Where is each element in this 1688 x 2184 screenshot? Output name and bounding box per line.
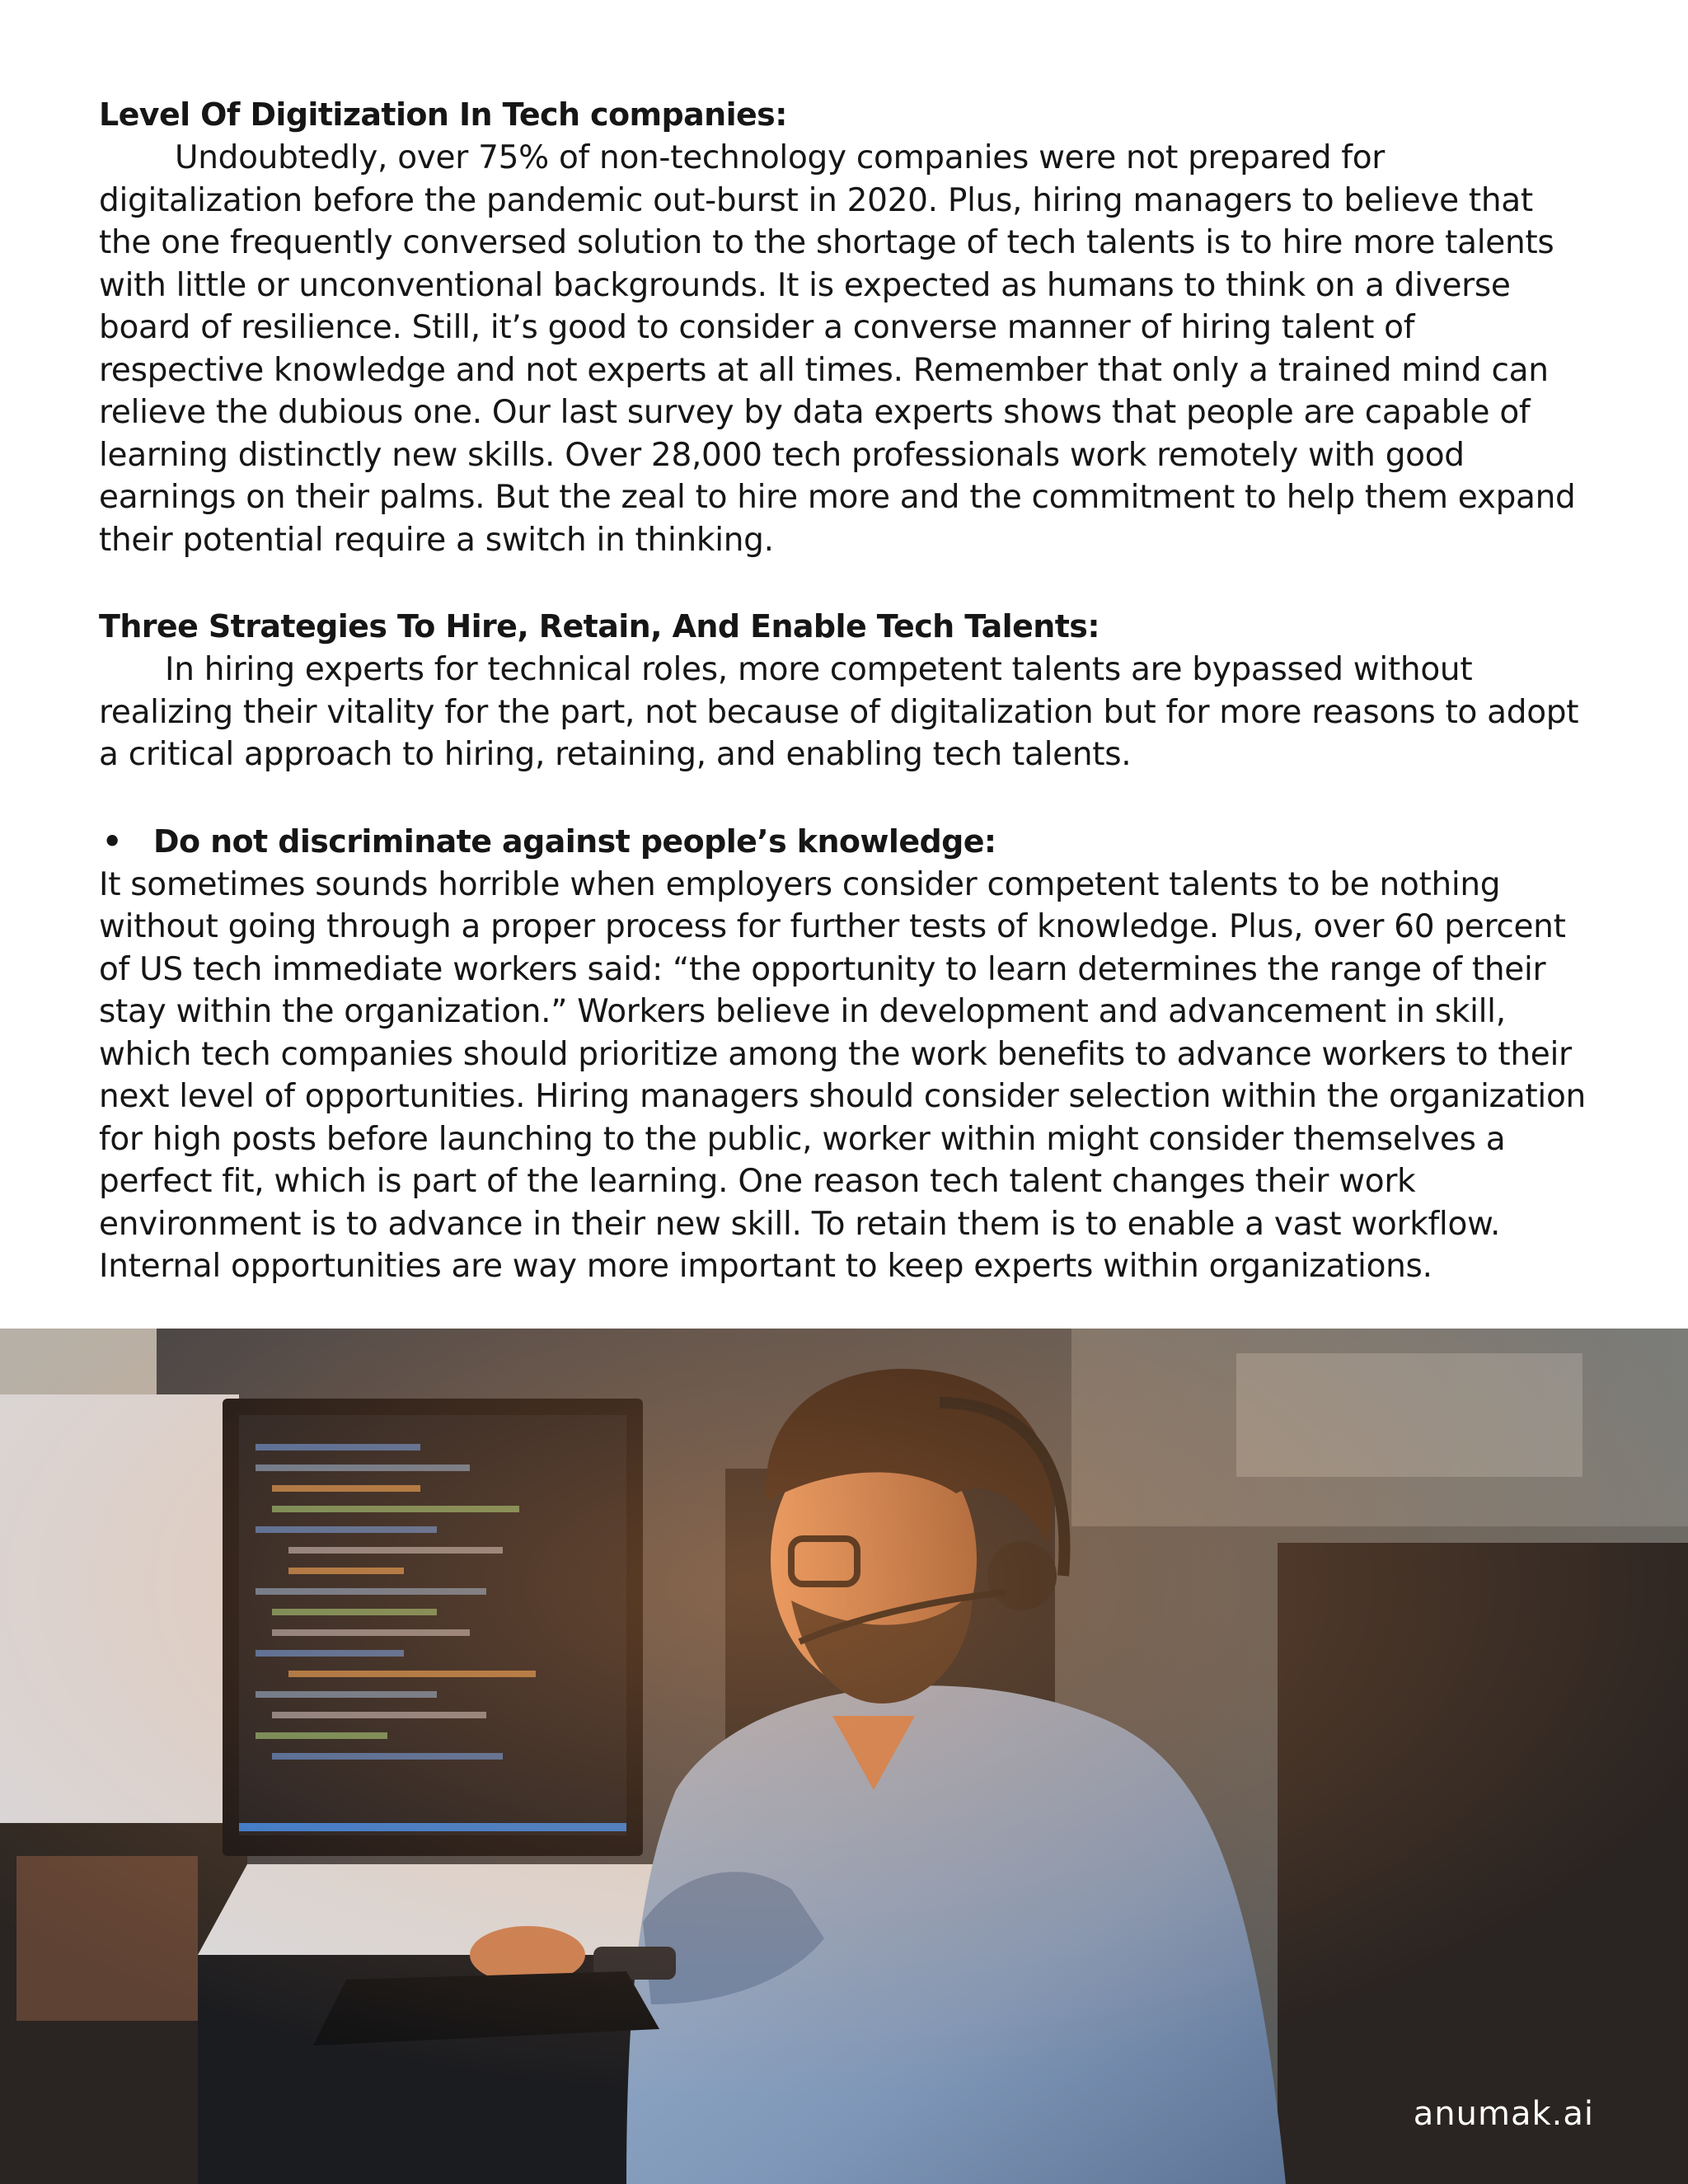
bullet-icon: •: [102, 823, 122, 860]
watermark-text: anumak.ai: [1413, 2095, 1594, 2133]
bullet-heading-text: Do not discriminate against people’s knowledge:: [153, 823, 996, 860]
article-body: [99, 92, 1589, 1288]
warm-light-overlay: [0, 1329, 1688, 2184]
spacer: [99, 776, 1589, 819]
spacer: [99, 561, 1589, 604]
paragraph-knowledge: It sometimes sounds horrible when employers consider competent talents to be nothing without going through a proper process for further tests of knowledge. Plus, over 60 percent of US tech immediate workers said: “the opportunity to learn determines the range of their stay within the organization.” Workers believe in development and advancement in skill, which tech companies should prioritize among the work benefits to advance workers to their next level of opportunities. Hiring managers should consider selection within the organization for high posts before launching to the public, worker within might consider themselves a perfect fit, which is part of the learning. One reason tech talent changes their work environment is to advance in their new skill. To retain them is to enable a vast workflow. Internal opportunities are way more important to keep experts within organizations.: [99, 865, 1586, 1285]
photo-illustration: [0, 1329, 1688, 2184]
bullet-heading-knowledge: [99, 819, 1589, 864]
section-heading-strategies: Three Strategies To Hire, Retain, And Enable Tech Talents:: [99, 608, 1100, 644]
paragraph-strategies: In hiring experts for technical roles, more competent talents are bypassed without realizing their vitality for the part, not because of digitalization but for more reasons to adopt a critical approach to hiring, retaining, and enabling tech talents.: [99, 651, 1579, 773]
section-heading-digitization: Level Of Digitization In Tech companies:: [99, 96, 787, 133]
paragraph-digitization: Undoubtedly, over 75% of non-technology companies were not prepared for digitalization before the pandemic out-burst in 2020. Plus, hiring managers to believe that the one frequently conversed solution to the shortage of tech talents is to hire more talents with little or unconventional backgrounds. It is expected as humans to think on a diverse board of resilience. Still, it’s good to consider a converse manner of hiring talent of respective knowledge and not experts at all times. Remember that only a trained mind can relieve the dubious one. Our last survey by data experts shows that people are capable of learning distinctly new skills. Over 28,000 tech professionals work remotely with good earnings on their palms. But the zeal to hire more and the commitment to help them expand their potential require a switch in thinking.: [99, 139, 1576, 559]
office-photo: [0, 1329, 1688, 2184]
